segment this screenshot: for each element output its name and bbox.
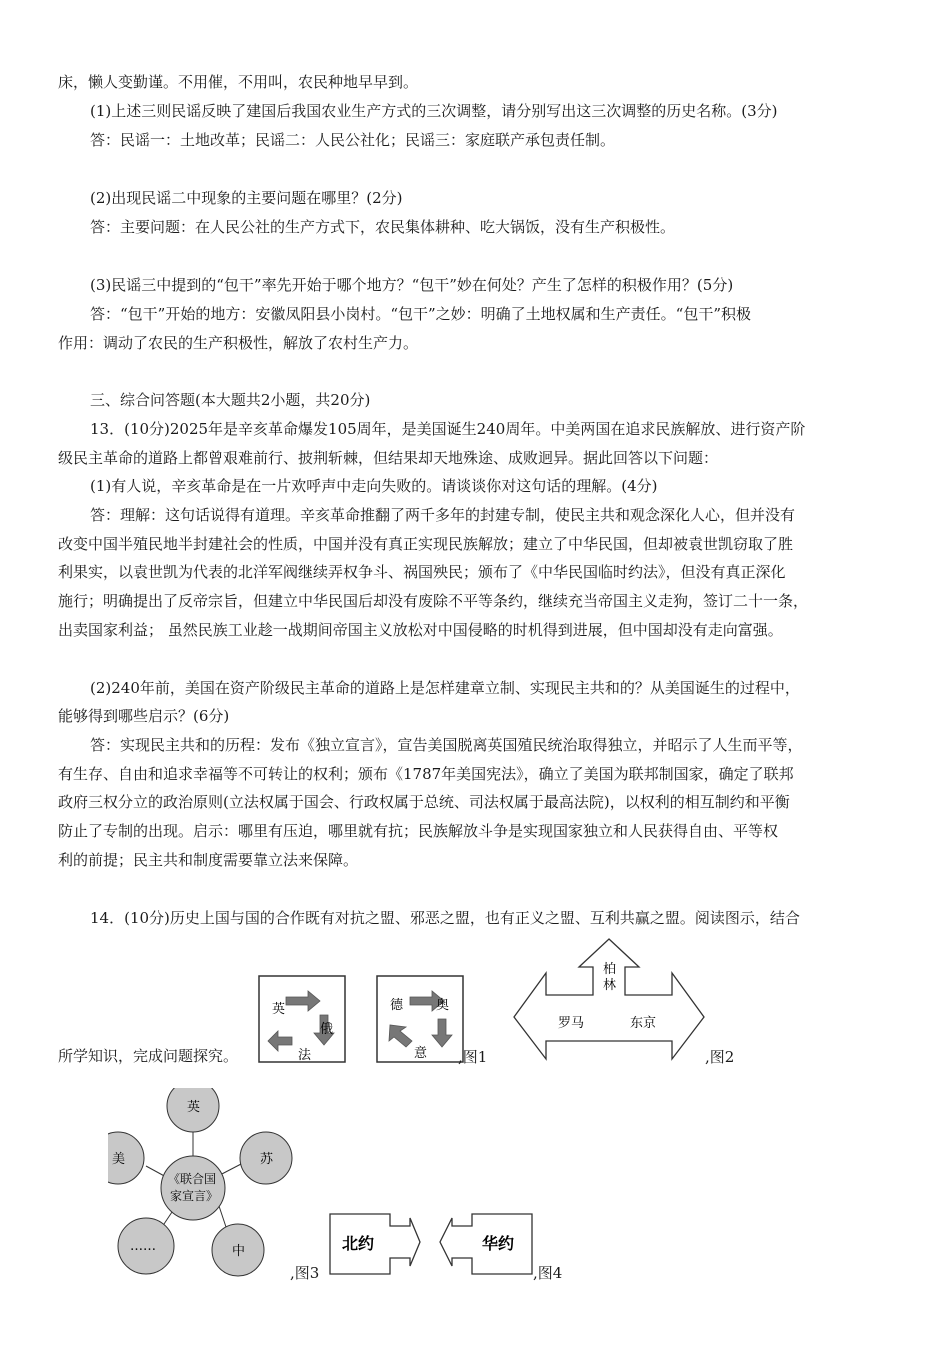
figure-4-nato-warsaw [328, 1212, 534, 1276]
fig3-node-etc: …… [130, 1239, 156, 1254]
figure-2-axis-powers [512, 937, 706, 1061]
fig3-node-china: 中 [232, 1244, 246, 1259]
fig3-center-2: 家宣言》 [170, 1189, 219, 1203]
fig1a-top: 英 [272, 1002, 286, 1017]
figure-4-caption: ,图4 [533, 1264, 563, 1282]
fig3-node-ussr: 苏 [260, 1152, 274, 1167]
question-13-1: (1)有人说，辛亥革命是在一片欢呼声中走向失败的。请谈谈你对这句话的理解。(4分) [90, 477, 658, 495]
answer-13-2-c: 政府三权分立的政治原则(立法权属于国会、行政权属于总统、司法权属于最高法院)，以权利的相互制约和平衡 [58, 793, 790, 811]
answer-13-2-d: 防止了专制的出现。启示：哪里有压迫，哪里就有抗；民族解放斗争是实现国家独立和人民获得自由、平等权 [58, 822, 779, 840]
question-14-cont: 所学知识，完成问题探究。 [58, 1047, 239, 1065]
answer-13-1-d: 施行；明确提出了反帝宗旨，但建立中华民国后却没有废除不平等条约，继续充当帝国主义走狗，签订二十一条， [58, 592, 809, 610]
text-line-1: 床，懒人变勤谨。不用催，不用叫，农民种地早早到。 [58, 73, 419, 91]
answer-3-cont: 作用：调动了农民的生产积极性，解放了农村生产力。 [58, 334, 419, 352]
fig3-node-usa: 美 [112, 1152, 126, 1167]
figure-2-caption: ,图2 [705, 1048, 735, 1066]
answer-3: 答：“包干”开始的地方：安徽凤阳县小岗村。“包干”之妙：明确了土地权属和生产责任。“包干”积极 [90, 305, 752, 323]
question-13-cont: 级民主革命的道路上都曾艰难前行、披荆斩棘，但结果却天地殊途、成败迥异。据此回答以下问题： [58, 449, 719, 467]
fig1b-right: 奥 [436, 998, 450, 1013]
figure-1-triple-entente [258, 975, 346, 1063]
question-13: 13．(10分)2025年是辛亥革命爆发105周年，是美国诞生240周年。中美两国在追求民族解放、进行资产阶 [90, 420, 806, 438]
figure-1-triple-alliance [376, 975, 464, 1063]
fig1b-top: 德 [390, 998, 404, 1013]
section-heading: 三、综合问答题(本大题共2小题，共20分) [90, 391, 371, 409]
question-13-2: (2)240年前，美国在资产阶级民主革命的道路上是怎样建章立制、实现民主共和的？从美国诞生的过程中， [90, 679, 800, 697]
answer-13-1-e: 出卖国家利益； 虽然民族工业趁一战期间帝国主义放松对中国侵略的时机得到进展，但中国却没有走向富强。 [58, 621, 783, 639]
question-3: (3)民谣三中提到的“包干”率先开始于哪个地方？“包干”妙在何处？产生了怎样的积极作用？(5分) [90, 276, 734, 294]
question-14: 14．(10分)历史上国与国的合作既有对抗之盟、邪恶之盟，也有正义之盟、互利共赢之盟。阅读图示，结合 [90, 909, 800, 927]
fig4-nato: 北约 [342, 1234, 375, 1253]
figure-3-caption: ,图3 [290, 1264, 320, 1282]
fig2-top-1: 柏 [603, 962, 617, 977]
answer-13-2-a: 答：实现民主共和的历程：发布《独立宣言》，宣告美国脱离英国殖民统治取得独立，并昭示了人生而平等， [90, 736, 803, 754]
fig3-node-uk: 英 [187, 1100, 201, 1115]
answer-13-1-c: 利果实，以袁世凯为代表的北洋军阀继续弄权争斗、祸国殃民；颁布了《中华民国临时约法》，但没有真正深化 [58, 563, 786, 581]
fig1b-bottom: 意 [414, 1046, 428, 1061]
figure-3-un-declaration [108, 1088, 293, 1288]
answer-13-2-b: 有生存、自由和追求幸福等不可转让的权利；颁布《1787年美国宪法》，确立了美国为联邦制国家，确定了联邦 [58, 765, 794, 783]
answer-13-2-e: 利的前提；民主共和制度需要靠立法来保障。 [58, 851, 359, 869]
figure-1-caption: ,图1 [458, 1048, 488, 1066]
fig3-center-1: 《联合国 [168, 1172, 217, 1186]
question-2: (2)出现民谣二中现象的主要问题在哪里？(2分) [90, 189, 403, 207]
fig1a-right: 俄 [320, 1022, 334, 1037]
fig2-left: 罗马 [558, 1016, 585, 1031]
question-1: (1)上述三则民谣反映了建国后我国农业生产方式的三次调整，请分别写出这三次调整的历史名称。(3分) [90, 102, 778, 120]
fig1a-bottom: 法 [298, 1048, 312, 1063]
answer-13-1-a: 答：理解：这句话说得有道理。辛亥革命推翻了两千多年的封建专制，使民主共和观念深化人心，但并没有 [90, 506, 796, 524]
answer-1: 答：民谣一：土地改革；民谣二：人民公社化；民谣三：家庭联产承包责任制。 [90, 131, 616, 149]
fig4-warsaw: 华约 [482, 1234, 515, 1253]
fig2-top-2: 林 [603, 978, 617, 993]
fig2-right: 东京 [630, 1016, 657, 1031]
answer-13-1-b: 改变中国半殖民地半封建社会的性质，中国并没有真正实现民族解放；建立了中华民国，但却被袁世凯窃取了胜 [58, 535, 794, 553]
answer-2: 答：主要问题：在人民公社的生产方式下，农民集体耕种、吃大锅饭，没有生产积极性。 [90, 218, 676, 236]
question-13-2-cont: 能够得到哪些启示？(6分) [58, 707, 230, 725]
